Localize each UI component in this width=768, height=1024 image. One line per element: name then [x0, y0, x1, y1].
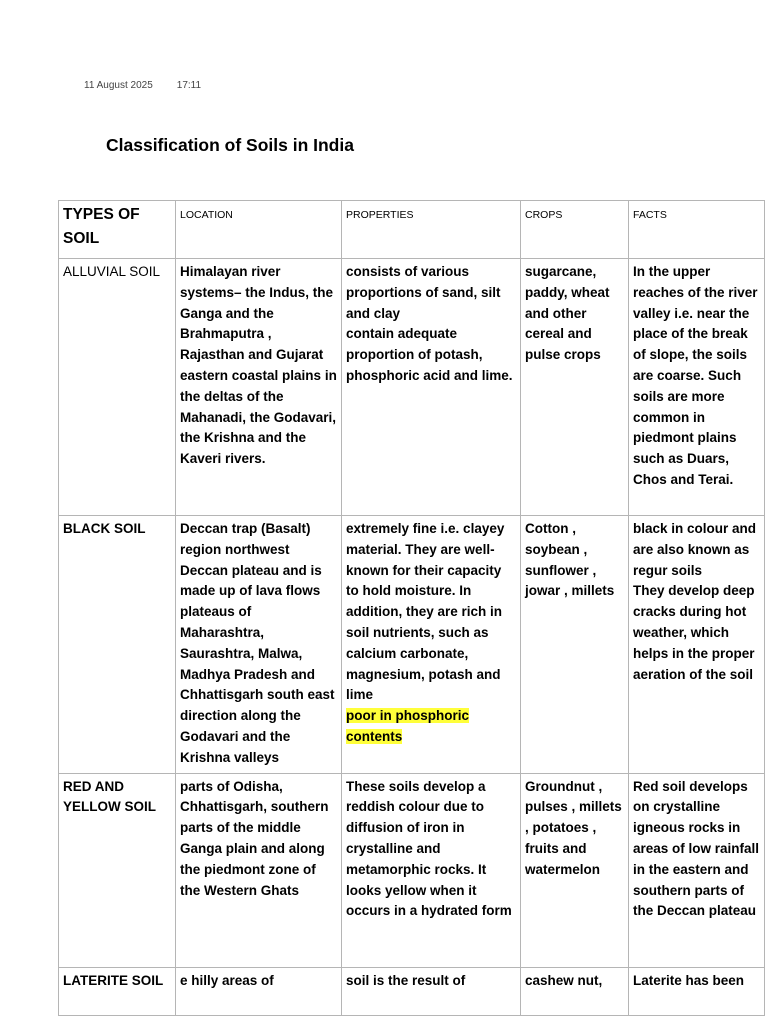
note-time: 17:11	[176, 80, 202, 91]
facts-cell: Laterite has been	[629, 967, 765, 1015]
note-date: 11 August 2025	[84, 80, 153, 91]
location-cell: e hilly areas of	[176, 967, 342, 1015]
crops-cell: sugarcane, paddy, wheat and other cereal and pulse crops	[521, 259, 629, 516]
crops-cell: Cotton , soybean , sunflower , jowar , millets	[521, 516, 629, 774]
soil-type-cell: BLACK SOIL	[59, 516, 176, 774]
location-cell: Himalayan river systems– the Indus, the Ganga and the Brahmaputra , Rajasthan and Gujarat eastern coastal plains in the deltas of the Mahanadi, the Godavari, the Krishna and the Kaveri rivers.	[176, 259, 342, 516]
properties-cell: These soils develop a reddish colour due to diffusion of iron in crystalline and metamorphic rocks. It looks yellow when it occurs in a hydrated form	[342, 773, 521, 967]
soil-type-cell: RED AND YELLOW SOIL	[59, 773, 176, 967]
properties-text: consists of various proportions of sand, silt and clay	[346, 264, 501, 321]
location-cell: Deccan trap (Basalt) region northwest Deccan plateau and is made up of lava flows plateaus of Maharashtra, Saurashtra, Malwa, Madhya Pradesh and Chhattisgarh south east direction along the Godavari and the Krishna valleys	[176, 516, 342, 774]
header-facts: FACTS	[629, 201, 765, 259]
note-timestamp	[84, 80, 201, 91]
facts-text: They develop deep cracks during hot weather, which helps in the proper aeration of the soil	[633, 583, 755, 682]
crops-cell: cashew nut,	[521, 967, 629, 1015]
crops-cell: Groundnut , pulses , millets , potatoes , fruits and watermelon	[521, 773, 629, 967]
properties-cell	[342, 259, 521, 516]
soil-classification-table	[58, 200, 765, 1016]
header-properties: PROPERTIES	[342, 201, 521, 259]
properties-cell: soil is the result of	[342, 967, 521, 1015]
facts-cell: In the upper reaches of the river valley i.e. near the place of the break of slope, the soils are coarse. Such soils are more common in piedmont plains such as Duars, Chos and Terai.	[629, 259, 765, 516]
table-row-alluvial	[59, 259, 765, 516]
page-title: Classification of Soils in India	[106, 135, 354, 155]
header-crops: CROPS	[521, 201, 629, 259]
location-cell: parts of Odisha, Chhattisgarh, southern parts of the middle Ganga plain and along the piedmont zone of the Western Ghats	[176, 773, 342, 967]
header-location: LOCATION	[176, 201, 342, 259]
properties-text: extremely fine i.e. clayey material. They are well-known for their capacity to hold moisture. In addition, they are rich in soil nutrients, such as calcium carbonate, magnesium, potash and lime	[346, 521, 505, 703]
soil-type-cell: LATERITE SOIL	[59, 967, 176, 1015]
properties-cell	[342, 516, 521, 774]
table-header-row	[59, 201, 765, 259]
table-row-laterite	[59, 967, 765, 1015]
soil-type-cell: ALLUVIAL SOIL	[59, 259, 176, 516]
table-row-red-yellow	[59, 773, 765, 967]
highlighted-text: poor in phosphoric contents	[346, 708, 469, 744]
facts-cell	[629, 516, 765, 774]
facts-text: black in colour and are also known as regur soils	[633, 521, 757, 578]
header-types-of-soil: TYPES OF SOIL	[59, 201, 176, 259]
facts-cell: Red soil develops on crystalline igneous rocks in areas of low rainfall in the eastern and southern parts of the Deccan plateau	[629, 773, 765, 967]
properties-text: contain adequate proportion of potash, phosphoric acid and lime.	[346, 326, 513, 383]
table-row-black	[59, 516, 765, 774]
